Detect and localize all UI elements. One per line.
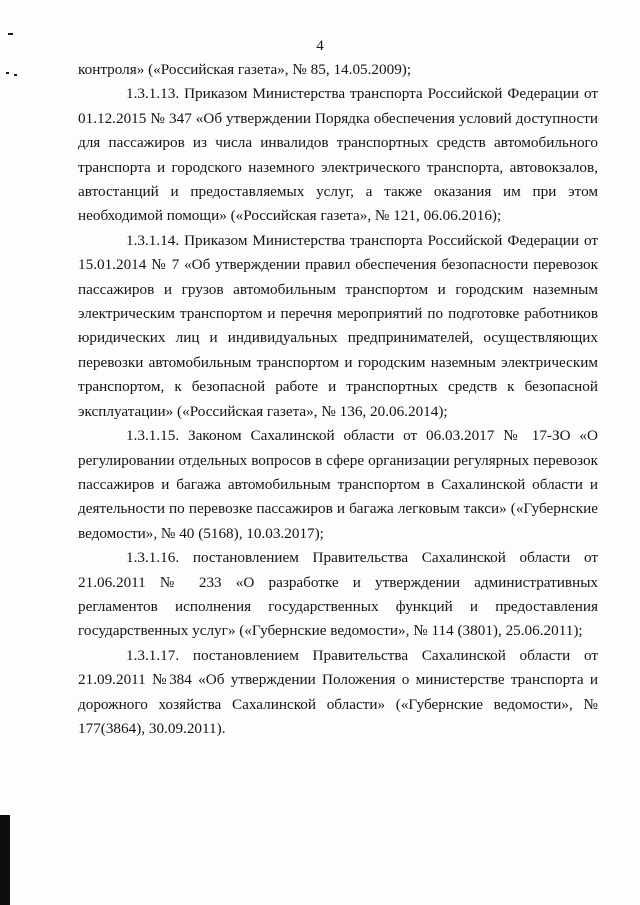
paragraph-1-3-1-17: 1.3.1.17. постановлением Правительства Сахалинской области от 21.09.2011 №384 «Об утверждении Положения о министерстве транспорта и дорожного хозяйства Сахалинской области» («Губернские ведомости», № 177(3864), 30.09.2011).: [78, 646, 598, 737]
page-number: 4: [316, 38, 324, 54]
scan-artifact-mark: [8, 33, 13, 35]
paragraph-continuation: контроля» («Российская газета», № 85, 14.05.2009);: [78, 61, 412, 78]
paragraph-1-3-1-14: 1.3.1.14. Приказом Министерства транспорта Российской Федерации от 15.01.2014 № 7 «Об утверждении правил обеспечения безопасности перевозок пассажиров и грузов автомобильным транспортом и городским наземным электрическим транспортом и перечня мероприятий по подготовке работников юридических лиц и индивидуальных предпринимателей, осуществляющих перевозки автомобильным транспортом и городским наземным электрическим транспортом, к безопасной работе и транспортных средств к безопасной эксплуатации» («Российская газета», № 136, 20.06.2014);: [78, 231, 598, 420]
scan-artifact-mark: [6, 72, 9, 74]
scan-edge-bar: [0, 815, 10, 905]
paragraph-1-3-1-16: 1.3.1.16. постановлением Правительства Сахалинской области от 21.06.2011 № 233 «О разработке и утверждении административных регламентов исполнения государственных функций и предоставления государственных услуг» («Губернские ведомости», № 114 (3801), 25.06.2011);: [78, 549, 598, 640]
paragraph-1-3-1-13: 1.3.1.13. Приказом Министерства транспорта Российской Федерации от 01.12.2015 № 347 «Об утверждении Порядка обеспечения условий доступности для пассажиров из числа инвалидов транспортных средств автомобильного транспорта и городского наземного электрического транспорта, автовокзалов, автостанций и предоставляемых услуг, а также оказания им при этом необходимой помощи» («Российская газета», № 121, 06.06.2016);: [78, 85, 598, 225]
document-body: [78, 58, 598, 741]
paragraph-1-3-1-15: 1.3.1.15. Законом Сахалинской области от 06.03.2017 № 17-ЗО «О регулировании отдельных вопросов в сфере организации регулярных перевозок пассажиров и багажа автомобильным транспортом в Сахалинской области и деятельности по перевозке пассажиров и багажа легковым такси» («Губернские ведомости», № 40 (5168), 10.03.2017);: [78, 427, 598, 542]
scan-artifact-mark: [14, 74, 17, 76]
